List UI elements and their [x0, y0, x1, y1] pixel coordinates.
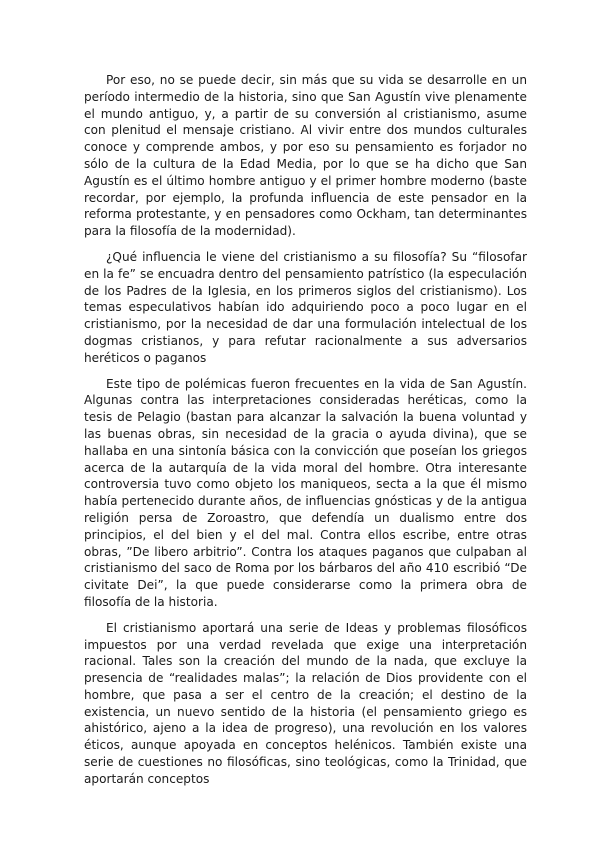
- paragraph-2: ¿Qué influencia le viene del cristianismo a su filosofía? Su “filosofar en la fe” se encuadra dentro del pensamiento patrístico (la especulación de los Padres de la Iglesia, en los primeros siglos del cristianismo). Los temas especulativos habían ido adquiriendo poco a poco lugar en el cristianismo, por la necesidad de dar una formulación intelectual de los dogmas cristianos, y para refutar racionalmente a sus adversarios heréticos o paganos: [84, 249, 527, 365]
- paragraph-3: Este tipo de polémicas fueron frecuentes en la vida de San Agustín. Algunas contra las interpretaciones consideradas heréticas, como la tesis de Pelagio (bastan para alcanzar la salvación la buena voluntad y las buenas obras, sin necesidad de la gracia o ayuda divina), que se hallaba en una sintonía básica con la convicción que poseían los griegos acerca de la autarquía de la vida moral del hombre. Otra interesante controversia tuvo como objeto los maniqueos, secta a la que él mismo había pertenecido durante años, de influencias gnósticas y de la antigua religión persa de Zoroastro, que defendía un dualismo entre dos principios, el del bien y el del mal. Contra ellos escribe, entre otras obras, ”De libero arbitrio”. Contra los ataques paganos que culpaban al cristianismo del saco de Roma por los bárbaros del año 410 escribió “De civitate Dei”, la que puede considerarse como la primera obra de filosofía de la historia.: [84, 376, 527, 609]
- paragraph-1: Por eso, no se puede decir, sin más que su vida se desarrolle en un período intermedio de la historia, sino que San Agustín vive plenamente el mundo antiguo, y, a partir de su conversión al cristianismo, asume con plenitud el mensaje cristiano. Al vivir entre dos mundos culturales conoce y comprende ambos, y por eso su pensamiento es forjador no sólo de la cultura de la Edad Media, por lo que se ha dicho que San Agustín es el último hombre antiguo y el primer hombre moderno (baste recordar, por ejemplo, la profunda influencia de este pensador en la reforma protestante, y en pensadores como Ockham, tan determinantes para la filosofía de la modernidad).: [84, 73, 527, 239]
- document-page: [84, 72, 527, 788]
- paragraph-4: El cristianismo aportará una serie de Ideas y problemas filosóficos impuestos por una verdad revelada que exige una interpretación racional. Tales son la creación del mundo de la nada, que excluye la presencia de “realidades malas”; la relación de Dios providente con el hombre, que pasa a ser el centro de la creación; el destino de la existencia, un nuevo sentido de la historia (el pensamiento griego es ahistórico, ajeno a la idea de progreso), una revolución en los valores éticos, aunque apoyada en conceptos helénicos. También existe una serie de cuestiones no filosóficas, sino teológicas, como la Trinidad, que aportarán conceptos: [84, 620, 527, 786]
